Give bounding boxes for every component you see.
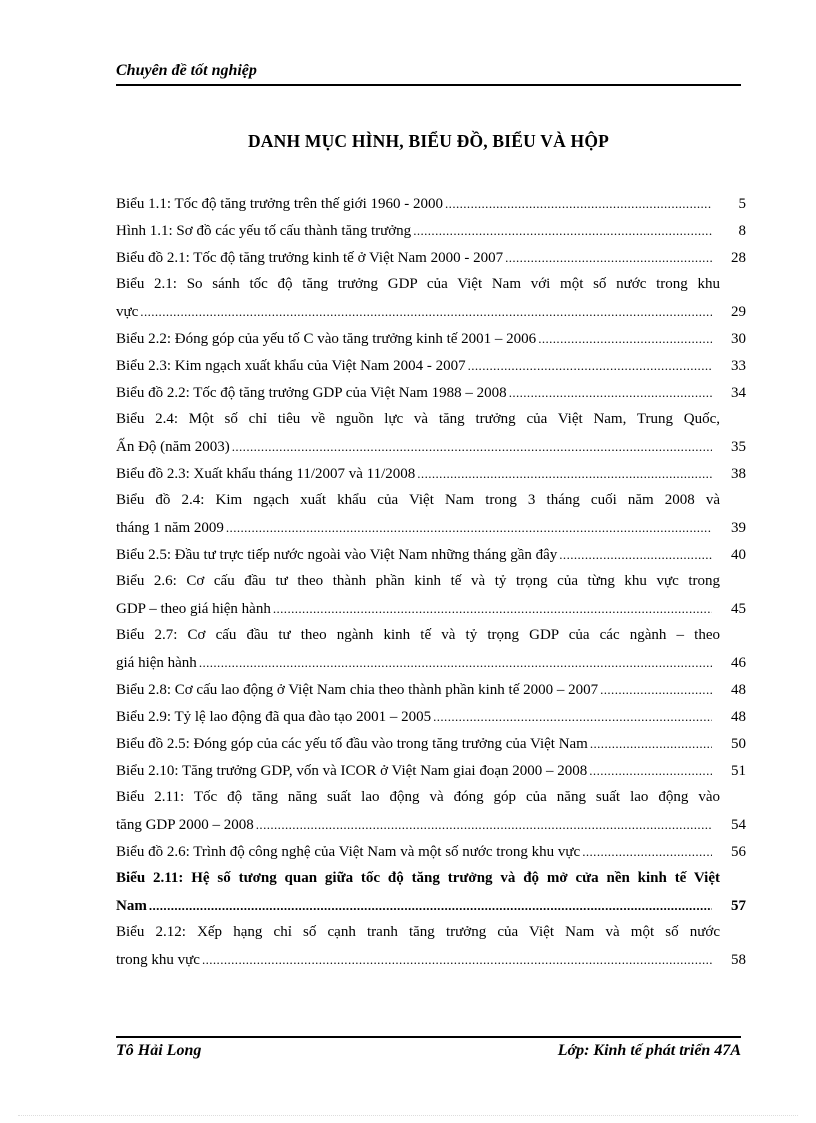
toc-entry[interactable] xyxy=(116,568,746,622)
toc-entry[interactable] xyxy=(116,352,746,379)
toc-entry-line xyxy=(116,352,746,379)
toc-entry-line xyxy=(116,811,746,838)
toc-entry[interactable] xyxy=(116,676,746,703)
dot-leader xyxy=(505,244,712,271)
toc-entry-line xyxy=(116,865,746,892)
page-number: 29 xyxy=(731,304,746,320)
toc-entry-text: Biểu 2.6: Cơ cấu đầu tư theo thành phần kinh tế và tỷ trọng của từng khu vực trong xyxy=(116,573,720,589)
toc-entry-text: Biểu đồ 2.3: Xuất khẩu tháng 11/2007 và 11/2008 xyxy=(116,466,416,482)
toc-entry-text: trong khu vực xyxy=(116,952,200,968)
footer-author: Tô Hải Long xyxy=(116,1042,202,1059)
toc-entry-line xyxy=(116,784,746,811)
dot-leader xyxy=(509,379,712,406)
toc-entry-text: Biểu đồ 2.5: Đóng góp của các yếu tố đầu vào trong tăng trưởng của Việt Nam xyxy=(116,736,588,752)
footer-rule xyxy=(116,1036,741,1038)
dot-leader xyxy=(445,190,712,217)
toc-entry[interactable] xyxy=(116,838,746,865)
toc-entry-line xyxy=(116,325,746,352)
toc-entry-text: Biểu đồ 2.4: Kim ngạch xuất khẩu của Việt Nam trong 3 tháng cuối năm 2008 và xyxy=(116,492,720,508)
dot-leader xyxy=(256,811,712,838)
toc-entry-text: giá hiện hành xyxy=(116,655,197,671)
dot-leader xyxy=(600,676,712,703)
toc-entry-line xyxy=(116,379,746,406)
page-number: 30 xyxy=(731,331,746,347)
page-number: 34 xyxy=(731,385,746,401)
dot-leader xyxy=(468,352,712,379)
toc-entry-line xyxy=(116,622,746,649)
dot-leader xyxy=(417,460,712,487)
dot-leader xyxy=(538,325,712,352)
page-number: 48 xyxy=(731,682,746,698)
page-header: Chuyên đề tốt nghiệp xyxy=(116,62,257,79)
toc-entry-text: Biểu 2.7: Cơ cấu đầu tư theo ngành kinh tế và tỷ trọng GDP của các ngành – theo xyxy=(116,627,720,643)
toc-entry-text: Biểu đồ 2.1: Tốc độ tăng trưởng kinh tế ở Việt Nam 2000 - 2007 xyxy=(116,250,504,266)
toc-entry[interactable] xyxy=(116,460,746,487)
dot-leader xyxy=(582,838,712,865)
toc-entry[interactable] xyxy=(116,271,746,325)
toc-entry[interactable] xyxy=(116,730,746,757)
toc-entry-line xyxy=(116,676,746,703)
page-number: 39 xyxy=(731,520,746,536)
page-number: 40 xyxy=(731,547,746,563)
page-number: 56 xyxy=(731,844,746,860)
toc-entry-text: Biểu 2.1: So sánh tốc độ tăng trưởng GDP của Việt Nam với một số nước trong khu xyxy=(116,276,720,292)
toc-entry-text: Biểu 2.12: Xếp hạng chỉ số cạnh tranh tăng trưởng của Việt Nam và một số nước xyxy=(116,924,720,940)
toc-entry-line xyxy=(116,406,746,433)
toc-entry-text: tăng GDP 2000 – 2008 xyxy=(116,817,254,833)
toc-entry-text: Biểu 2.3: Kim ngạch xuất khẩu của Việt Nam 2004 - 2007 xyxy=(116,358,466,374)
toc-entry[interactable] xyxy=(116,622,746,676)
toc-entry-line xyxy=(116,568,746,595)
page-number: 8 xyxy=(738,223,746,239)
toc-entry-line xyxy=(116,190,746,217)
table-of-figures xyxy=(116,190,746,973)
dot-leader xyxy=(140,298,712,325)
toc-entry[interactable] xyxy=(116,703,746,730)
page-number: 51 xyxy=(731,763,746,779)
toc-entry[interactable] xyxy=(116,757,746,784)
toc-entry[interactable] xyxy=(116,190,746,217)
toc-entry-line xyxy=(116,757,746,784)
page-number: 45 xyxy=(731,601,746,617)
toc-entry-line xyxy=(116,298,746,325)
page-title: DANH MỤC HÌNH, BIỂU ĐỒ, BIỂU VÀ HỘP xyxy=(247,131,610,151)
toc-entry-line xyxy=(116,541,746,568)
toc-entry[interactable] xyxy=(116,379,746,406)
toc-entry-text: Biểu 2.11: Tốc độ tăng năng suất lao động và đóng góp của năng suất lao động vào xyxy=(116,789,720,805)
page-number: 57 xyxy=(731,898,746,914)
toc-entry-text: vực xyxy=(116,304,139,320)
toc-entry-text: Ấn Độ (năm 2003) xyxy=(116,439,230,455)
dot-leader xyxy=(226,514,712,541)
footer-class: Lớp: Kinh tế phát triển 47A xyxy=(557,1042,741,1059)
page-number: 28 xyxy=(731,250,746,266)
dot-leader xyxy=(559,541,712,568)
toc-entry-line xyxy=(116,487,746,514)
toc-entry-text: Hình 1.1: Sơ đồ các yếu tố cấu thành tăng trưởng xyxy=(116,223,412,239)
toc-entry[interactable] xyxy=(116,244,746,271)
dot-leader xyxy=(199,649,712,676)
toc-entry-text: Biểu 2.2: Đóng góp của yếu tố C vào tăng trưởng kinh tế 2001 – 2006 xyxy=(116,331,537,347)
toc-entry-line xyxy=(116,433,746,460)
toc-entry[interactable] xyxy=(116,784,746,838)
toc-entry-line xyxy=(116,892,746,919)
toc-entry-line xyxy=(116,595,746,622)
toc-entry-text: Biểu 2.10: Tăng trưởng GDP, vốn và ICOR ở Việt Nam giai đoạn 2000 – 2008 xyxy=(116,763,588,779)
toc-entry-text: Biểu 2.8: Cơ cấu lao động ở Việt Nam chia theo thành phần kinh tế 2000 – 2007 xyxy=(116,682,599,698)
toc-entry[interactable] xyxy=(116,487,746,541)
dot-leader xyxy=(413,217,712,244)
toc-entry[interactable] xyxy=(116,406,746,460)
toc-entry-line xyxy=(116,838,746,865)
toc-entry[interactable] xyxy=(116,865,746,919)
toc-entry[interactable] xyxy=(116,217,746,244)
dot-leader xyxy=(202,946,712,973)
dot-leader xyxy=(433,703,712,730)
toc-entry[interactable] xyxy=(116,919,746,973)
page-number: 48 xyxy=(731,709,746,725)
toc-entry[interactable] xyxy=(116,541,746,568)
page-number: 38 xyxy=(731,466,746,482)
dot-leader xyxy=(232,433,712,460)
page-number: 54 xyxy=(731,817,746,833)
dot-leader xyxy=(149,892,712,919)
toc-entry-text: tháng 1 năm 2009 xyxy=(116,520,224,536)
toc-entry-line xyxy=(116,460,746,487)
toc-entry-line xyxy=(116,730,746,757)
toc-entry-text: Nam xyxy=(116,898,147,914)
page-number: 46 xyxy=(731,655,746,671)
toc-entry-text: Biểu đồ 2.6: Trình độ công nghệ của Việt Nam và một số nước trong khu vực xyxy=(116,844,581,860)
page-number: 5 xyxy=(738,196,746,212)
toc-entry-text: Biểu 2.11: Hệ số tương quan giữa tốc độ tăng trưởng và độ mở cửa nền kinh tế Việt xyxy=(116,870,720,886)
dot-leader xyxy=(273,595,712,622)
toc-entry-text: GDP – theo giá hiện hành xyxy=(116,601,271,617)
toc-entry-text: Biểu 2.4: Một số chỉ tiêu về nguồn lực và tăng trưởng của Việt Nam, Trung Quốc, xyxy=(116,411,720,427)
page-number: 50 xyxy=(731,736,746,752)
toc-entry-text: Biểu đồ 2.2: Tốc độ tăng trưởng GDP của Việt Nam 1988 – 2008 xyxy=(116,385,507,401)
page-edge xyxy=(18,1115,798,1116)
toc-entry-line xyxy=(116,217,746,244)
toc-entry-line xyxy=(116,919,746,946)
dot-leader xyxy=(589,757,712,784)
toc-entry-line xyxy=(116,946,746,973)
toc-entry[interactable] xyxy=(116,325,746,352)
page-number: 33 xyxy=(731,358,746,374)
page-number: 58 xyxy=(731,952,746,968)
toc-entry-line xyxy=(116,244,746,271)
toc-entry-line xyxy=(116,703,746,730)
toc-entry-line xyxy=(116,514,746,541)
toc-entry-text: Biểu 2.9: Tỷ lệ lao động đã qua đào tạo 2001 – 2005 xyxy=(116,709,432,725)
toc-entry-text: Biểu 1.1: Tốc độ tăng trưởng trên thế giới 1960 - 2000 xyxy=(116,196,444,212)
toc-entry-line xyxy=(116,649,746,676)
header-rule xyxy=(116,84,741,86)
page-number: 35 xyxy=(731,439,746,455)
toc-entry-text: Biểu 2.5: Đầu tư trực tiếp nước ngoài vào Việt Nam những tháng gần đây xyxy=(116,547,558,563)
toc-entry-line xyxy=(116,271,746,298)
dot-leader xyxy=(590,730,712,757)
